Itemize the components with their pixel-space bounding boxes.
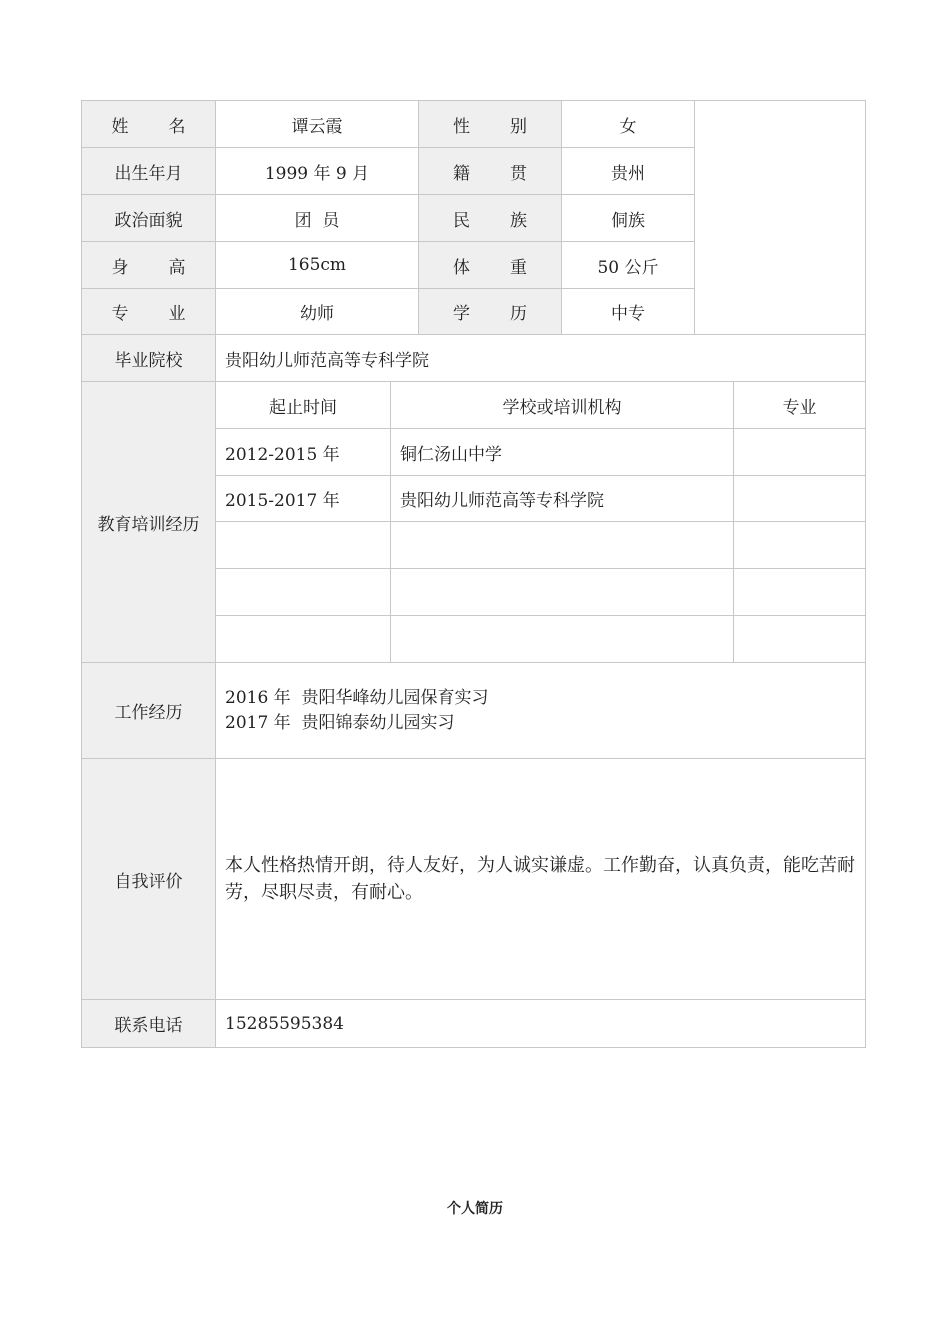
weight-value: 50 公斤: [561, 241, 695, 289]
training-header-institution: 学校或培训机构: [390, 381, 734, 429]
training-row-major: [733, 615, 866, 663]
training-header-major: 专业: [733, 381, 866, 429]
work-list: [215, 662, 866, 759]
birth-value: 1999 年 9 月: [215, 147, 419, 195]
height-label: 身 高: [81, 241, 216, 289]
height-value: 165cm: [215, 241, 419, 289]
work-label: 工作经历: [81, 662, 216, 759]
gender-value: 女: [561, 100, 695, 148]
major-value: 幼师: [215, 288, 419, 335]
school-value: 贵阳幼儿师范高等专科学院: [215, 334, 866, 382]
training-row-major: [733, 428, 866, 476]
training-row-period: [215, 521, 391, 569]
self-eval-text: 本人性格热情开朗，待人友好，为人诚实谦虚。工作勤奋，认真负责，能吃苦耐劳，尽职尽责，有耐心。: [215, 758, 866, 1000]
ethnic-value: 侗族: [561, 194, 695, 242]
training-row-period: 2015-2017 年: [215, 475, 391, 522]
name-value: 谭云霞: [215, 100, 419, 148]
training-row-institution: [390, 521, 734, 569]
ethnic-label: 民 族: [418, 194, 562, 242]
major-label: 专 业: [81, 288, 216, 335]
work-item: 2017 年 贵阳锦泰幼儿园实习: [225, 712, 455, 733]
self-eval-label: 自我评价: [81, 758, 216, 1000]
footer-title: 个人简历: [447, 1201, 503, 1217]
photo-area: [694, 100, 866, 335]
training-label: 教育培训经历: [81, 381, 216, 663]
phone-label: 联系电话: [81, 999, 216, 1048]
birth-label: 出生年月: [81, 147, 216, 195]
political-label: 政治面貌: [81, 194, 216, 242]
name-label: 姓 名: [81, 100, 216, 148]
education-value: 中专: [561, 288, 695, 335]
native-label: 籍 贯: [418, 147, 562, 195]
training-row-institution: [390, 568, 734, 616]
training-row-institution: [390, 615, 734, 663]
native-value: 贵州: [561, 147, 695, 195]
weight-label: 体 重: [418, 241, 562, 289]
training-header-period: 起止时间: [215, 381, 391, 429]
education-label: 学 历: [418, 288, 562, 335]
training-row-period: [215, 615, 391, 663]
political-value: 团 员: [215, 194, 419, 242]
gender-label: 性 别: [418, 100, 562, 148]
training-row-period: [215, 568, 391, 616]
work-item: 2016 年 贵阳华峰幼儿园保育实习: [225, 687, 489, 708]
school-label: 毕业院校: [81, 334, 216, 382]
training-row-institution: 铜仁汤山中学: [390, 428, 734, 476]
training-row-institution: 贵阳幼儿师范高等专科学院: [390, 475, 734, 522]
training-row-period: 2012-2015 年: [215, 428, 391, 476]
training-row-major: [733, 475, 866, 522]
training-row-major: [733, 521, 866, 569]
phone-value: 15285595384: [215, 999, 866, 1048]
training-row-major: [733, 568, 866, 616]
